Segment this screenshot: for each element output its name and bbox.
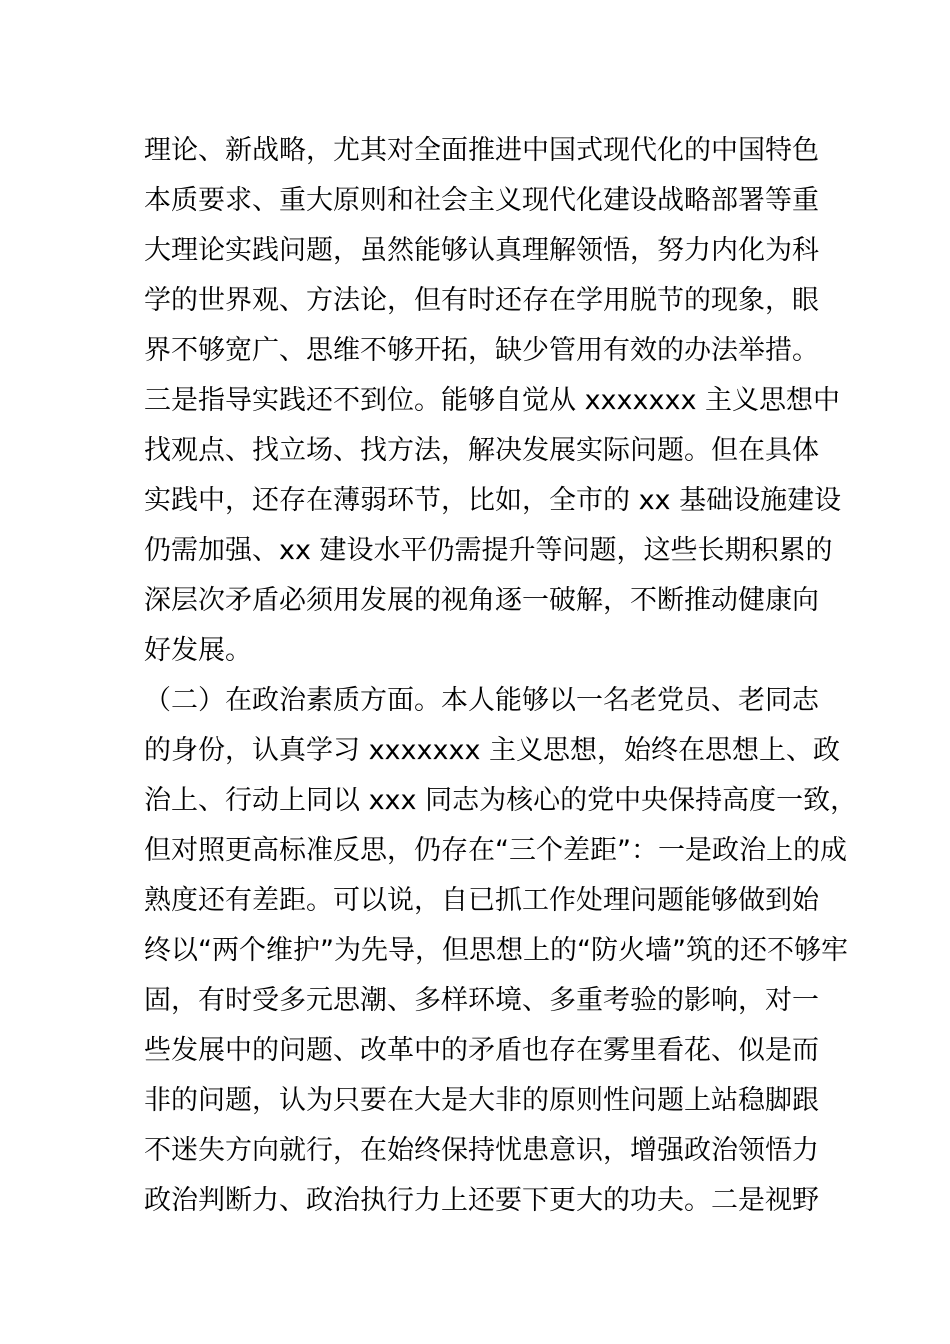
text-line: 政治判断力、政治执行力上还要下更大的功夫。二是视野 [144,1185,819,1216]
text-line: 找观点、找立场、找方法，解决发展实际问题。但在具体 [144,435,819,466]
text-line: 大理论实践问题，虽然能够认真理解领悟，努力内化为科 [144,235,819,266]
text-line: 三是指导实践还不到位。能够自觉从 xxxxxxx 主义思想中 [144,385,841,416]
text-line: 终以“两个维护”为先导，但思想上的“防火墙”筑的还不够牢 [144,935,848,966]
text-line: 理论、新战略，尤其对全面推进中国式现代化的中国特色 [144,135,819,166]
text-line: 治上、行动上同以 xxx 同志为核心的党中央保持高度一致， [144,785,858,816]
text-line: 深层次矛盾必须用发展的视角逐一破解，不断推动健康向 [144,585,819,616]
text-line: 好发展。 [144,635,252,666]
text-line: 本质要求、重大原则和社会主义现代化建设战略部署等重 [144,185,819,216]
text-line: 非的问题，认为只要在大是大非的原则性问题上站稳脚跟 [144,1085,819,1116]
text-line: 些发展中的问题、改革中的矛盾也存在雾里看花、似是而 [144,1035,819,1066]
text-line: 的身份，认真学习 xxxxxxx 主义思想，始终在思想上、政 [144,735,841,766]
text-line: 学的世界观、方法论，但有时还存在学用脱节的现象，眼 [144,285,819,316]
text-line: （二）在政治素质方面。本人能够以一名老党员、老同志 [144,685,819,716]
text-line: 不迷失方向就行，在始终保持忧患意识，增强政治领悟力 [144,1135,819,1166]
text-line: 实践中，还存在薄弱环节，比如，全市的 xx 基础设施建设 [144,485,842,516]
text-line: 仍需加强、xx 建设水平仍需提升等问题，这些长期积累的 [144,535,833,566]
text-line: 但对照更高标准反思，仍存在“三个差距”：一是政治上的成 [144,835,847,866]
text-line: 熟度还有差距。可以说，自已抓工作处理问题能够做到始 [144,885,819,916]
text-line: 固，有时受多元思潮、多样环境、多重考验的影响，对一 [144,985,819,1016]
text-line: 界不够宽广、思维不够开拓，缺少管用有效的办法举措。 [144,335,819,366]
body-text [144,126,858,1226]
